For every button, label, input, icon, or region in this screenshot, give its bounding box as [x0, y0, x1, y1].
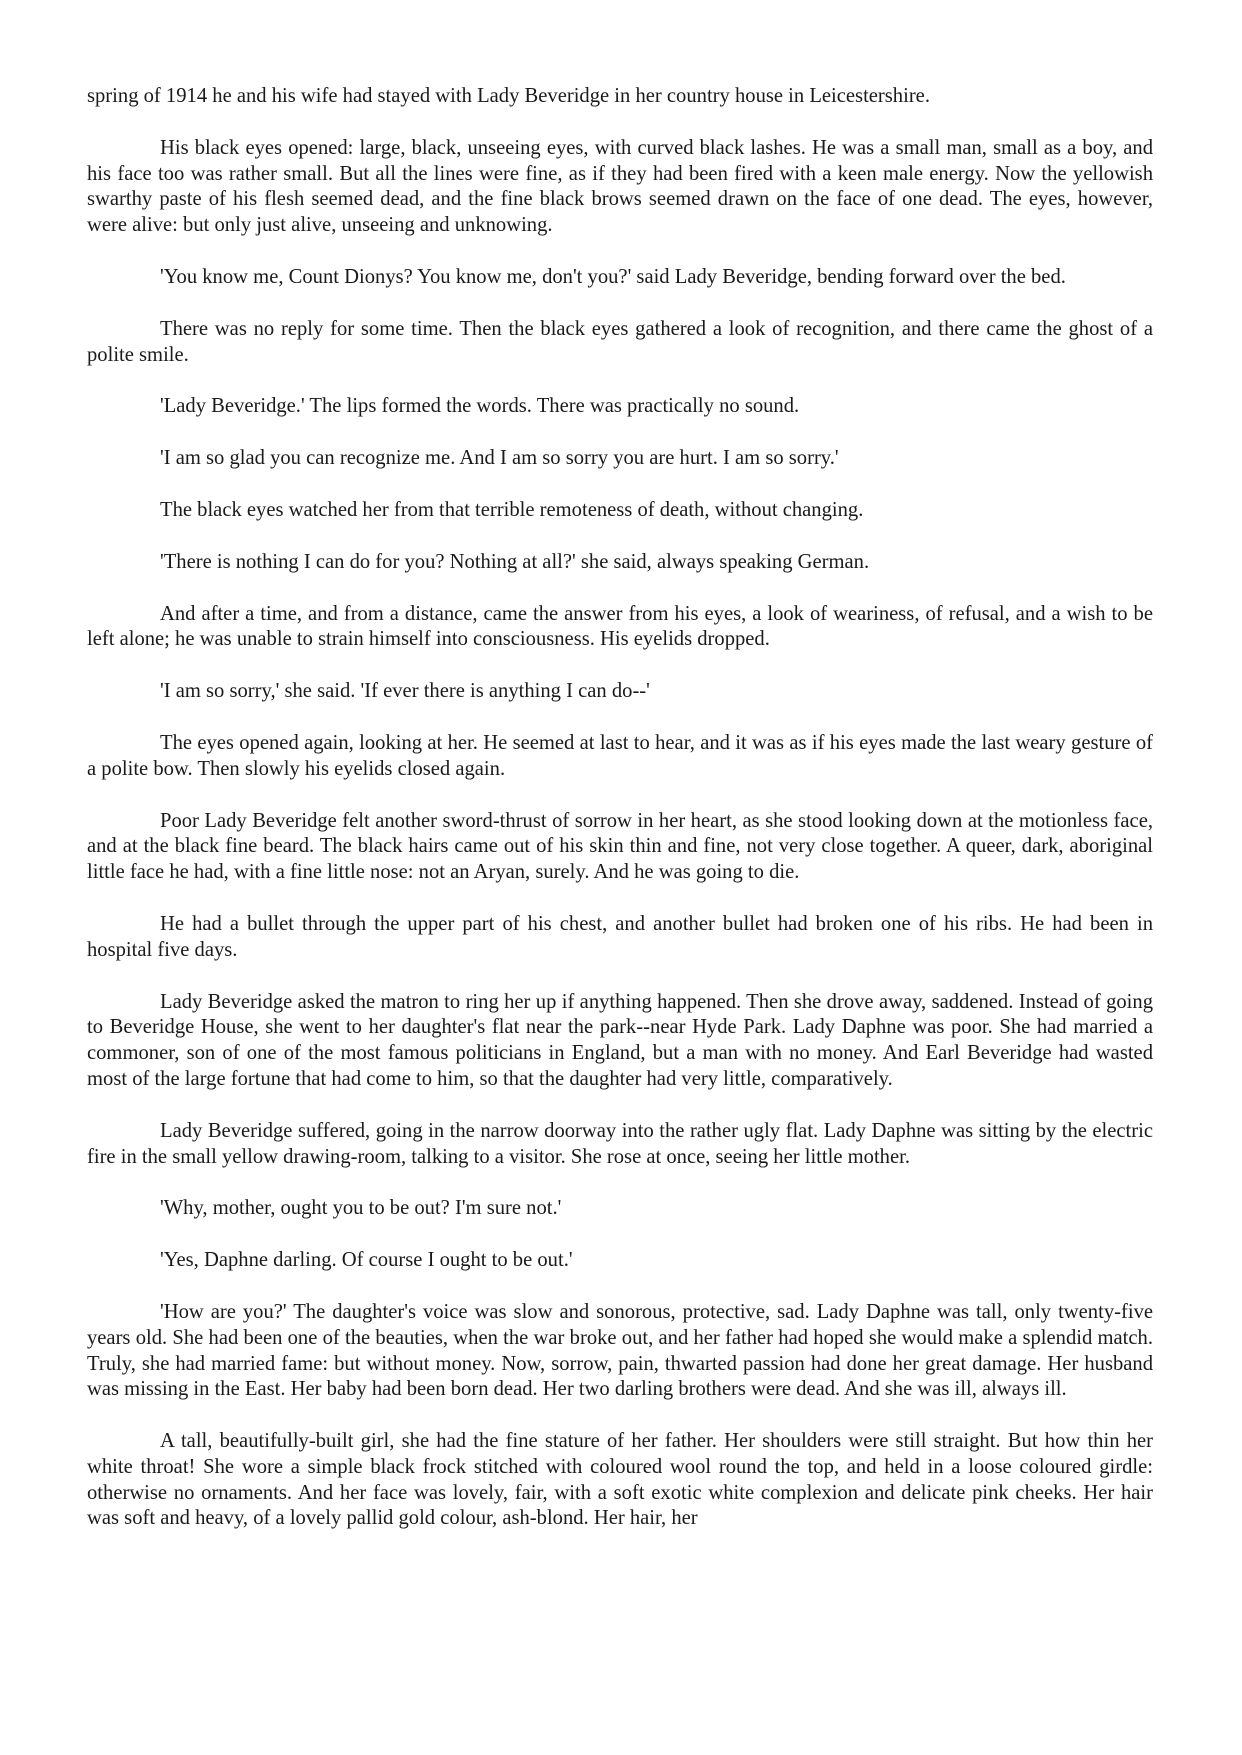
paragraph: And after a time, and from a distance, came the answer from his eyes, a look of weariness, of refusal, and a wish to be left alone; he was unable to strain himself into consciousness. His eyelids dropped. — [87, 602, 1153, 651]
paragraph: Lady Beveridge asked the matron to ring her up if anything happened. Then she drove away, saddened. Instead of going to Beveridge House, she went to her daughter's flat near the park--near Hyde Park. Lady Daphne was poor. She had married a commoner, son of one of the most famous politicians in England, but a man with no money. And Earl Beveridge had wasted most of the large fortune that had come to him, so that the daughter had very little, comparatively. — [87, 990, 1153, 1090]
paragraph: 'I am so glad you can recognize me. And I am so sorry you are hurt. I am so sorry.' — [160, 447, 839, 470]
paragraph: 'You know me, Count Dionys? You know me, don't you?' said Lady Beveridge, bending forward over the bed. — [160, 265, 1066, 288]
paragraph: There was no reply for some time. Then the black eyes gathered a look of recognition, and there came the ghost of a polite smile. — [87, 317, 1153, 366]
paragraph: 'Why, mother, ought you to be out? I'm sure not.' — [160, 1197, 562, 1220]
paragraph: A tall, beautifully-built girl, she had the fine stature of her father. Her shoulders were still straight. But how thin her white throat! She wore a simple black frock stitched with coloured wool round the top, and held in a loose coloured girdle: otherwise no ornaments. And her face was lovely, fair, with a soft exotic white complexion and delicate pink cheeks. Her hair was soft and heavy, of a lovely pallid gold colour, ash-blond. Her hair, her — [87, 1430, 1153, 1530]
paragraph: 'There is nothing I can do for you? Nothing at all?' she said, always speaking German. — [160, 550, 870, 573]
paragraph: Lady Beveridge suffered, going in the narrow doorway into the rather ugly flat. Lady Daphne was sitting by the electric fire in the small yellow drawing-room, talking to a visitor. She rose at once, seeing her little mother. — [87, 1119, 1153, 1168]
paragraph: 'Yes, Daphne darling. Of course I ought to be out.' — [160, 1249, 573, 1272]
paragraph: The black eyes watched her from that terrible remoteness of death, without changing. — [160, 498, 864, 521]
paragraph: The eyes opened again, looking at her. He seemed at last to hear, and it was as if his eyes made the last weary gesture of a polite bow. Then slowly his eyelids closed again. — [87, 731, 1153, 780]
paragraph: 'I am so sorry,' she said. 'If ever there is anything I can do--' — [160, 680, 650, 703]
paragraph: spring of 1914 he and his wife had stayed with Lady Beveridge in her country house in Leicestershire. — [87, 85, 930, 107]
paragraph: His black eyes opened: large, black, unseeing eyes, with curved black lashes. He was a small man, small as a boy, and his face too was rather small. But all the lines were fine, as if they had been fired with a keen male energy. Now the yellowish swarthy paste of his flesh seemed dead, and the fine black brows seemed drawn on the face of one dead. The eyes, however, were alive: but only just alive, unseeing and unknowing. — [87, 136, 1153, 237]
paragraph: He had a bullet through the upper part of his chest, and another bullet had broken one of his ribs. He had been in hospital five days. — [87, 912, 1153, 961]
paragraph: 'How are you?' The daughter's voice was slow and sonorous, protective, sad. Lady Daphne was tall, only twenty-five years old. She had been one of the beauties, when the war broke out, and her father had hoped she would make a splendid match. Truly, she had married fame: but without money. Now, sorrow, pain, thwarted passion had done her great damage. Her husband was missing in the East. Her baby had been born dead. Her two darling brothers were dead. And she was ill, always ill. — [87, 1300, 1153, 1401]
document-page — [87, 84, 1153, 1532]
paragraph: Poor Lady Beveridge felt another sword-thrust of sorrow in her heart, as she stood looking down at the motionless face, and at the black fine beard. The black hairs came out of his skin thin and fine, not very close together. A queer, dark, aboriginal little face he had, with a fine little nose: not an Aryan, surely. And he was going to die. — [87, 809, 1153, 884]
paragraph: 'Lady Beveridge.' The lips formed the words. There was practically no sound. — [160, 395, 800, 418]
